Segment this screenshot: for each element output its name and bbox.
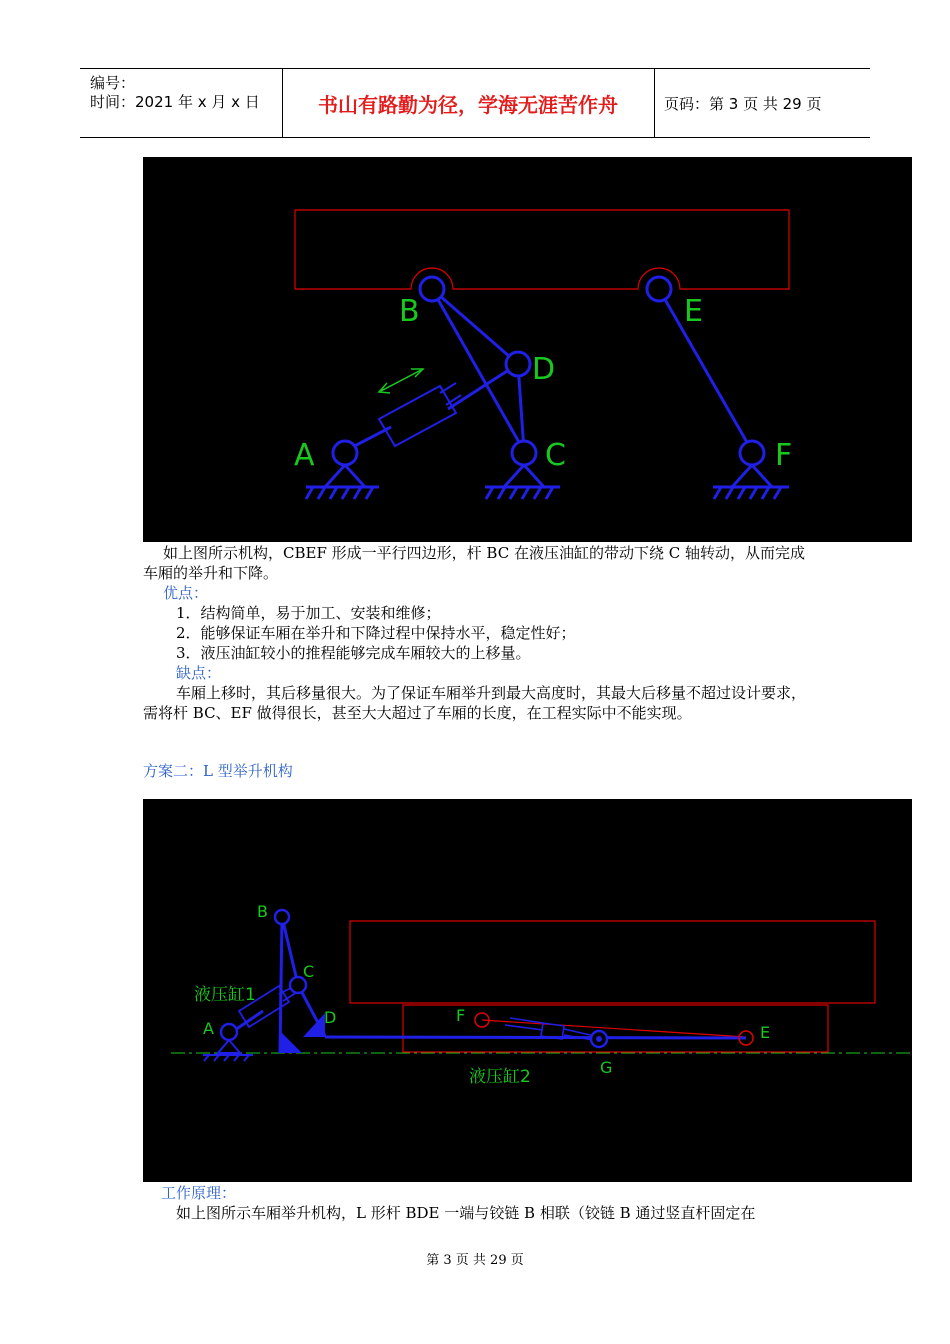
label-b: B (257, 902, 268, 921)
pros-item: 1．结构简单，易于加工、安装和维修； (176, 604, 441, 622)
label-c: C (303, 962, 315, 981)
pros-title: 优点： (163, 584, 209, 602)
working-principle-text: 如上图所示车厢举升机构，L 形杆 BDE 一端与铰链 B 相联（铰链 B 通过竖直杆固定在 (176, 1204, 756, 1222)
label-cylinder-2: 液压缸2 (469, 1067, 531, 1087)
label-d: D (324, 1008, 337, 1027)
joint-b (420, 277, 444, 301)
joint-b (275, 910, 289, 924)
label-c: C (545, 438, 566, 473)
link-bd (432, 289, 518, 364)
section-2 (143, 1183, 813, 1223)
link-ef (659, 289, 752, 451)
hydraulic-cylinder (379, 383, 461, 446)
label-e: E (684, 294, 703, 329)
figure-parallelogram-mechanism (143, 157, 912, 542)
cons-paragraph: 车厢上移时，其后移量很大。为了保证车厢举升到最大高度时，其最大后移量不超过设计要求，需将杆 BC、EF 做得很长，甚至大大超过了车厢的长度，在工程实际中不能实现。 (143, 684, 807, 722)
figure-l-type-mechanism (143, 799, 912, 1182)
label-d: D (532, 352, 556, 387)
link-de (325, 1037, 746, 1038)
label-b: B (399, 294, 420, 329)
pros-item: 3．液压油缸较小的推程能够完成车厢较大的上移量。 (176, 644, 531, 662)
joint-c (512, 441, 536, 465)
pros-item: 2．能够保证车厢在举升和下降过程中保持水平，稳定性好； (176, 624, 576, 642)
joint-e (647, 277, 671, 301)
joint-g-center (596, 1036, 602, 1042)
car-body-frame (295, 210, 789, 289)
intro-paragraph: 如上图所示机构，CBEF 形成一平行四边形，杆 BC 在液压油缸的带动下绕 C 轴转动，从而完成车厢的举升和下降。 (143, 544, 805, 582)
page-header (80, 68, 870, 138)
page-footer: 第 3 页 共 29 页 (426, 1253, 524, 1268)
label-f: F (775, 438, 793, 473)
link-fe (482, 1020, 746, 1037)
plan-2-title: 方案二：L 型举升机构 (143, 762, 293, 780)
mechanism-diagram-1 (143, 157, 912, 542)
label-a: A (294, 438, 315, 473)
cons-title: 缺点： (176, 664, 222, 682)
label-a: A (203, 1019, 214, 1038)
label-cylinder-1: 液压缸1 (194, 985, 256, 1005)
working-principle-title: 工作原理： (161, 1184, 237, 1202)
number-label: 编号： (90, 74, 136, 92)
joint-d (506, 352, 530, 376)
motion-arrow (379, 369, 423, 393)
joint-f (740, 441, 764, 465)
label-f: F (456, 1006, 466, 1025)
section-1 (143, 543, 813, 723)
page-info: 页码：第 3 页 共 29 页 (664, 95, 822, 113)
car-body-frame (350, 921, 875, 1003)
header-meta-cell (80, 69, 283, 137)
link-bc (282, 917, 298, 985)
joint-a (333, 441, 357, 465)
ground-support-a (203, 1040, 253, 1061)
time-label: 时间：2021 年 x 月 x 日 (90, 93, 260, 111)
joint-labels (294, 294, 792, 473)
joint-a (221, 1024, 237, 1040)
motto: 书山有路勤为径，学海无涯苦作舟 (282, 69, 655, 137)
label-e: E (760, 1023, 771, 1042)
mechanism-diagram-2 (143, 799, 912, 1182)
label-g: G (600, 1058, 613, 1077)
fixed-triangle (280, 1031, 302, 1053)
